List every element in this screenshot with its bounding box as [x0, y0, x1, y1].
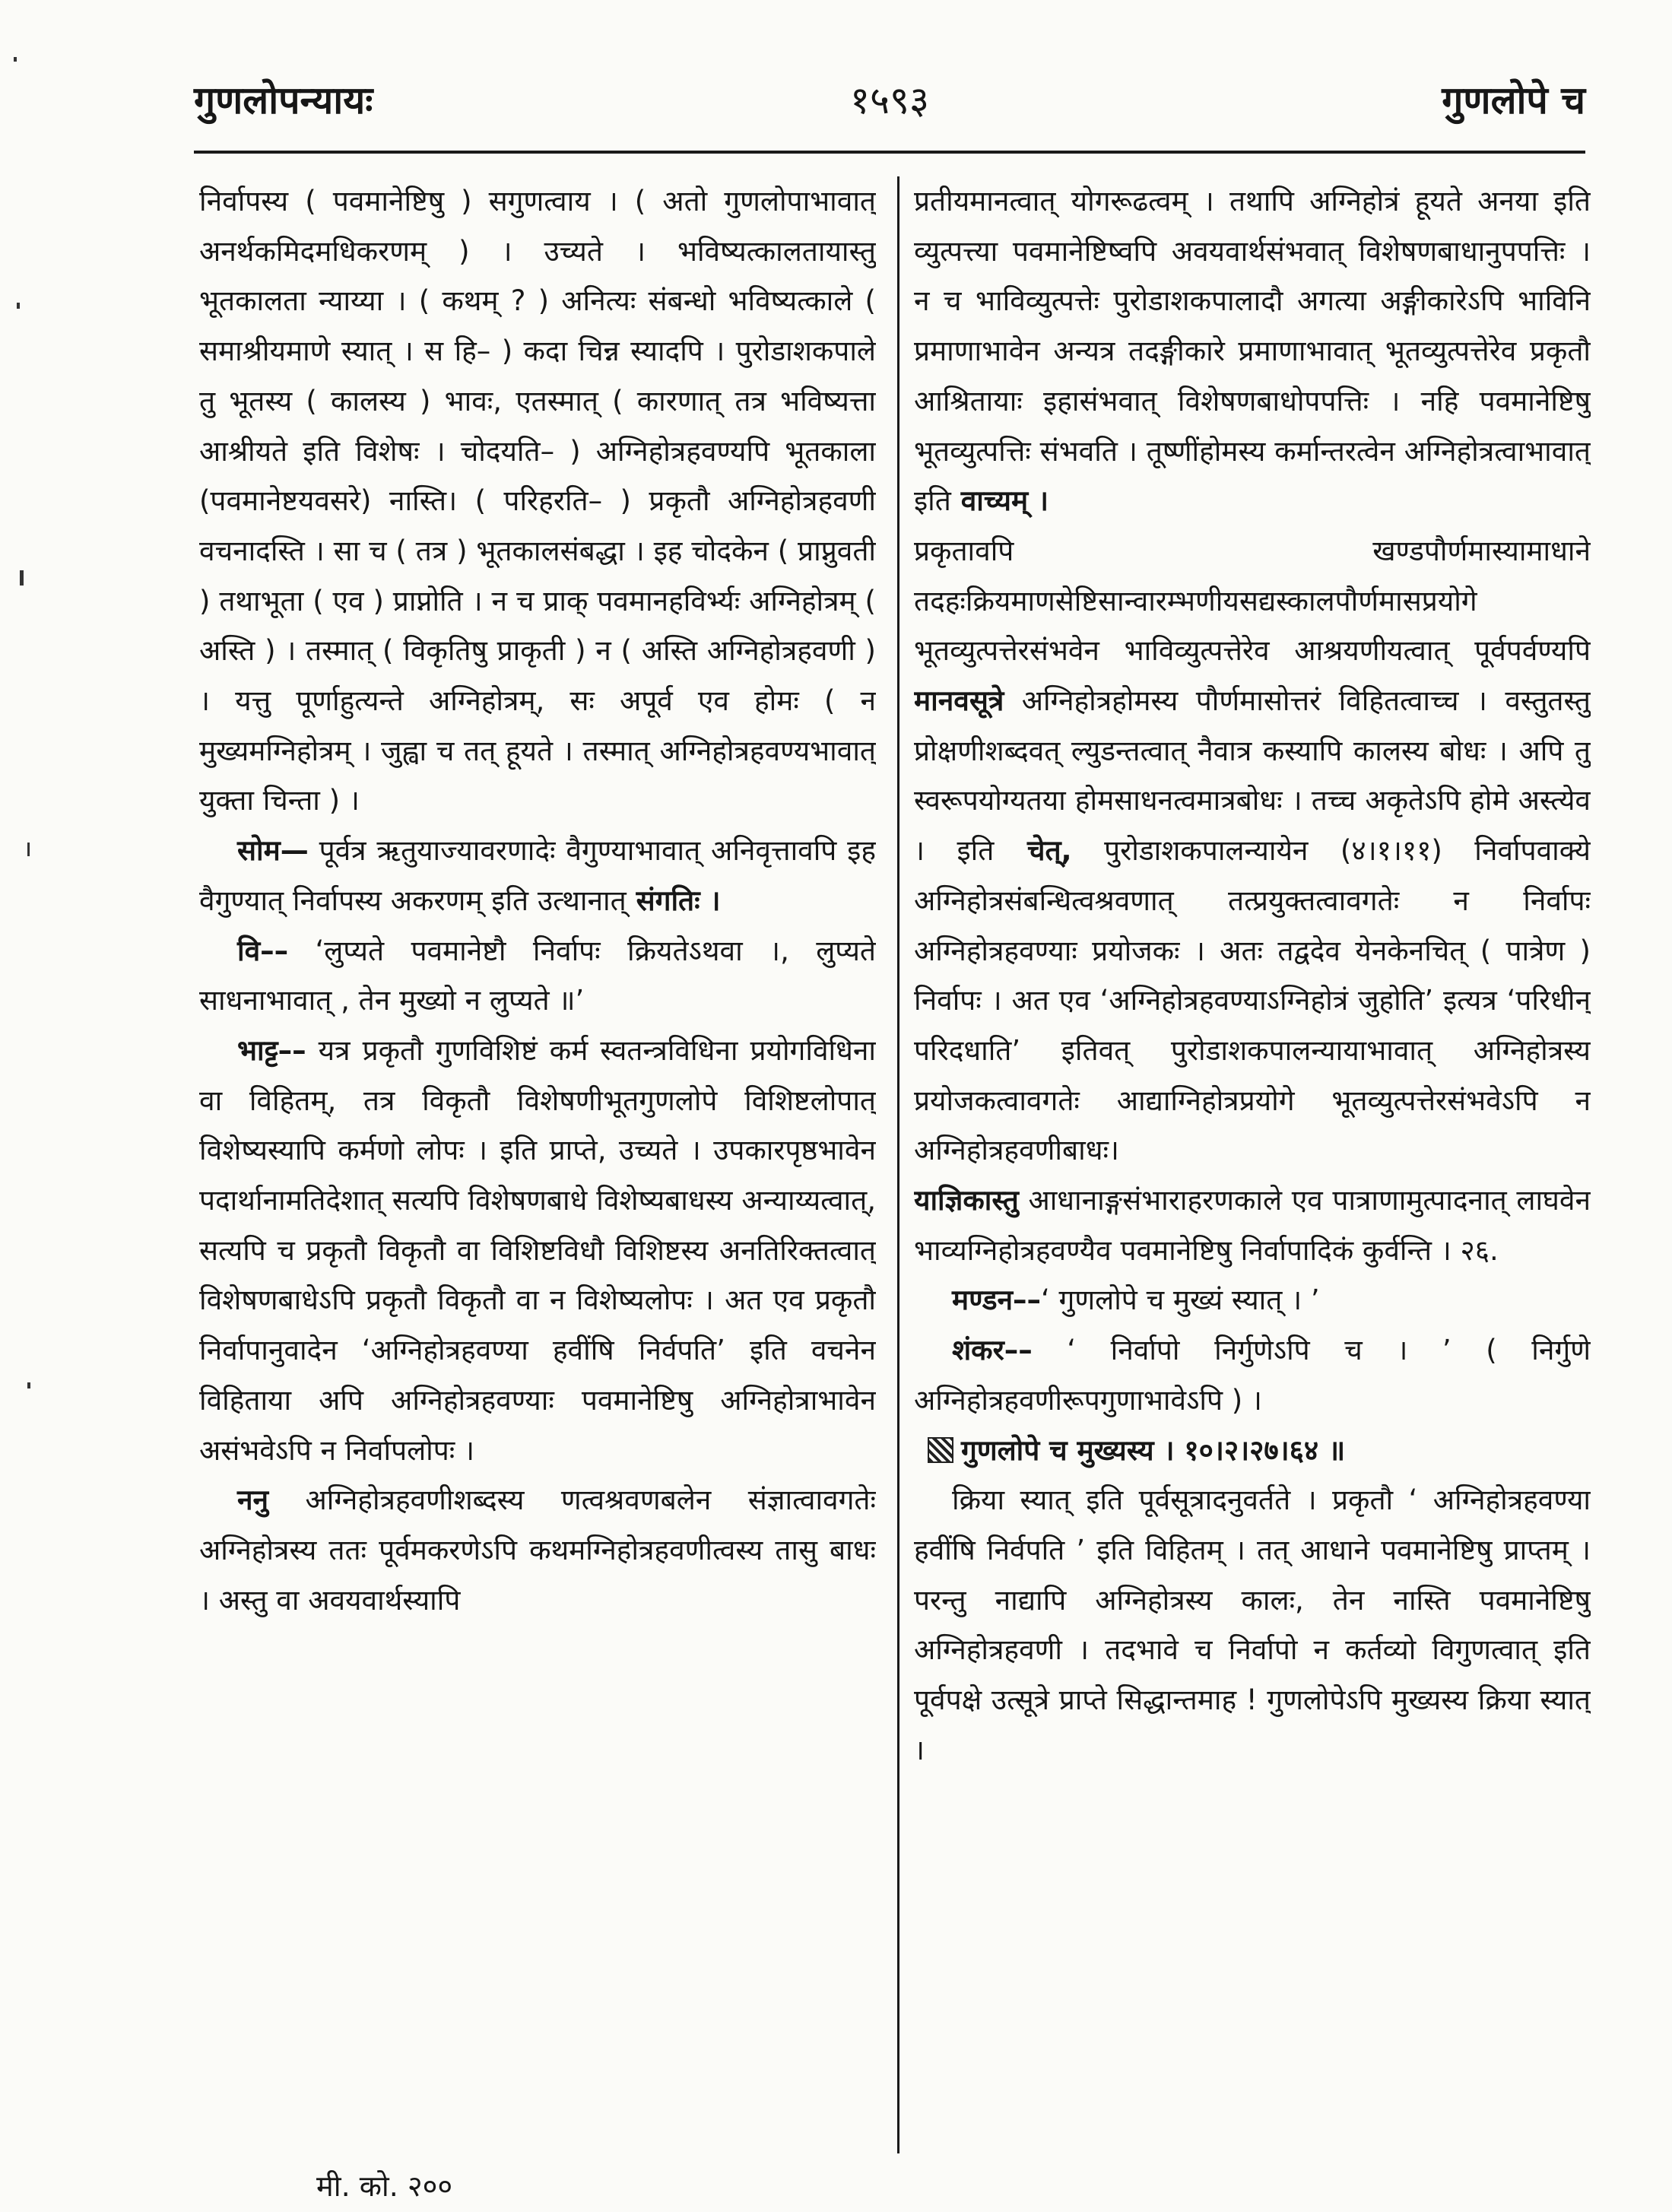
soma-paragraph: सोम— पूर्वत्र ऋतुयाज्यावरणादेः वैगुण्याभावात् अनिवृत्तावपि इह वैगुण्यात् निर्वापस्य अकरणम् इति उत्थानात् संगतिः । [199, 834, 876, 917]
mandana-label: मण्डन–– [952, 1284, 1042, 1317]
right-paragraph-1: प्रतीयमानत्वात् योगरूढत्वम् । तथापि अग्निहोत्रं हूयते अनया इति व्युत्पत्त्या पवमानेष्टिष्वपि अवयवार्थसंभवात् विशेषणबाधानुपपत्तिः । न च भाविव्युत्पत्तेः पुरोडाशकपालादौ अगत्या अङ्गीकारेऽपि भाविनि प्रमाणाभावेन अन्यत्र तदङ्गीकारे प्रमाणाभावात् भूतव्युत्पत्तेरेव प्रकृतौ आश्रितायाः इहासंभवात् विशेषणबाधोपपत्तिः । नहि पवमानेष्टिषु भूतव्युत्पत्तिः संभवति । तूष्णींहोमस्य कर्मान्तरत्वेन अग्निहोत्रत्वाभावात् इति वाच्यम् । [914, 185, 1591, 518]
vi-label: वि–– [237, 934, 289, 967]
vi-paragraph: वि–– ‘लुप्यते पवमानेष्टौ निर्वापः क्रियतेऽथवा ।, लुप्यते साधनाभावात् , तेन मुख्यो न लुप्यते ॥’ [199, 934, 876, 1017]
sutra-text: गुणलोपे च मुख्यस्य । १०।२।२७।६४ ॥ [961, 1433, 1346, 1467]
scan-mark-3 [20, 570, 24, 586]
running-title-left: गुणलोपन्यायः [194, 78, 373, 122]
shankara-label: शंकर–– [952, 1334, 1033, 1367]
left-paragraph-1: निर्वापस्य ( पवमानेष्टिषु ) सगुणत्वाय । ( अतो गुणलोपाभावात् अनर्थकमिदमधिकरणम् ) । उच्यते । भविष्यत्कालतायास्तु भूतकालता न्याय्या । ( कथम् ? ) अनित्यः संबन्धो भविष्यत्काले ( समाश्रीयमाणे स्यात् । स हि– ) कदा चिन्न स्यादपि । पुरोडाशकपाले तु भूतस्य ( कालस्य ) भावः, एतस्मात् ( कारणात् तत्र भविष्यत्ता आश्रीयते इति विशेषः । चोदयति– ) अग्निहोत्रहवण्यपि भूतकाला (पवमानेष्टयवसरे) नास्ति। ( परिहरति– ) प्रकृतौ अग्निहोत्रहवणी वचनादस्ति । सा च ( तत्र ) भूतकालसंबद्धा । इह चोदकेन ( प्राप्नुवती ) तथाभूता ( एव ) प्राप्नोति । न च प्राक् पवमानहविर्भ्यः अग्निहोत्रम् ( अस्ति ) । तस्मात् ( विकृतिषु प्राकृती ) न ( अस्ति अग्निहोत्रहवणी ) । यत्तु पूर्णाहुत्यन्ते अग्निहोत्रम्, सः अपूर्व एव होमः ( न मुख्यमग्निहोत्रम् । जुह्वा च तत् हूयते । तस्मात् अग्निहोत्रहवण्यभावात् युक्ता चिन्ता ) । [199, 185, 876, 817]
yajnika-paragraph: याज्ञिकास्तु आधानाङ्गसंभाराहरणकाले एव पात्राणामुत्पादनात् लाघवेन भाव्यग्निहोत्रहवण्यैव पवमानेष्टिषु निर्वापादिकं कुर्वन्ति । २६. [914, 1184, 1591, 1267]
page-header [194, 73, 1585, 134]
bhatta-label: भाट्ट–– [237, 1033, 306, 1067]
scan-mark-2 [17, 303, 20, 309]
footer-signature: मी. को. २०० [316, 2169, 453, 2203]
nanu-paragraph: ननु अग्निहोत्रहवणीशब्दस्य णत्वश्रवणबलेन संज्ञात्वावगतेः अग्निहोत्रस्य ततः पूर्वमकरणेऽपि कथमग्निहोत्रहवणीत्वस्य तासु बाधः । अस्तु वा अवयवार्थस्यापि [199, 1484, 876, 1617]
nanu-label: ननु [237, 1484, 269, 1517]
running-title-right: गुणलोपे च [1442, 78, 1585, 122]
yajnika-label: याज्ञिकास्तु [914, 1184, 1019, 1217]
right-column [914, 176, 1591, 2153]
page-number: १५९३ [850, 78, 929, 122]
header-rule [194, 151, 1585, 154]
scan-mark-5 [27, 1382, 30, 1388]
shankara-paragraph: शंकर–– ‘ निर्वापो निर्गुणेऽपि च । ’ ( निर्गुणे अग्निहोत्रहवणीरूपगुणाभावेऽपि ) । [914, 1334, 1591, 1417]
scan-mark-1 [14, 57, 17, 62]
bhatta-paragraph: भाट्ट–– यत्र प्रकृतौ गुणविशिष्टं कर्म स्वतन्त्रविधिना प्रयोगविधिना वा विहितम्, तत्र विकृतौ विशेषणीभूतगुणलोपे विशिष्टलोपात् विशेष्यस्यापि कर्मणो लोपः । इति प्राप्ते, उच्यते । उपकारपृष्ठभावेन पदार्थानामतिदेशात् सत्यपि विशेषणबाधे विशेष्यबाधस्य अन्याय्यत्वात्, सत्यपि च प्रकृतौ विकृतौ वा विशिष्टविधौ विशिष्टस्य अनतिरिक्तत्वात् विशेषणबाधेऽपि प्रकृतौ विकृतौ वा न विशेष्यलोपः । अत एव प्रकृतौ निर्वापानुवादेन ‘अग्निहोत्रहवण्या हवींषि निर्वपति’ इति वचनेन विहिताया अपि अग्निहोत्रहवण्याः पवमानेष्टिषु अग्निहोत्राभावेन असंभवेऽपि न निर्वापलोपः । [199, 1033, 876, 1467]
final-paragraph: क्रिया स्यात् इति पूर्वसूत्रादनुवर्तते । प्रकृतौ ‘ अग्निहोत्रहवण्या हवींषि निर्वपति ’ इति विहितम् । तत् आधाने पवमानेष्टिषु प्राप्तम् । परन्तु नाद्यापि अग्निहोत्रस्य कालः, तेन नास्ति पवमानेष्टिषु अग्निहोत्रहवणी । तदभावे च निर्वापो न कर्तव्यो विगुणत्वात् इति पूर्वपक्षे उत्सूत्रे प्राप्ते सिद्धान्तमाह ! गुणलोपेऽपि मुख्यस्य क्रिया स्यात् । [914, 1484, 1591, 1766]
scan-mark-4 [27, 843, 30, 856]
left-column [199, 176, 876, 2153]
soma-label: सोम— [237, 834, 309, 868]
boxed-sutra-icon [928, 1437, 953, 1463]
right-paragraph-2: प्रकृतावपि खण्डपौर्णमास्यामाधाने तदहःक्रियमाणसेष्टिसान्वारम्भणीयसद्यस्कालपौर्णमासप्रयोगे भूतव्युत्पत्तेरसंभवेन भाविव्युत्पत्तेरेव आश्रयणीयत्वात् पूर्वपर्वण्यपि मानवसूत्रे अग्निहोत्रहोमस्य पौर्णमासोत्तरं विहितत्वाच्च । वस्तुतस्तु प्रोक्षणीशब्दवत् ल्युडन्तत्वात् नैवात्र कस्यापि कालस्य बोधः । अपि तु स्वरूपयोग्यतया होमसाधनत्वमात्रबोधः । तच्च अकृतेऽपि होमे अस्त्येव । इति चेत्, पुरोडाशकपालन्यायेन (४।१।११) निर्वापवाक्ये अग्निहोत्रसंबन्धित्वश्रवणात् तत्प्रयुक्तत्वावगतेः न निर्वापः अग्निहोत्रहवण्याः प्रयोजकः । अतः तद्वदेव येनकेनचित् ( पात्रेण ) निर्वापः । अत एव ‘अग्निहोत्रहवण्याऽग्निहोत्रं जुहोति’ इत्यत्र ‘परिधीन् परिदधाति’ इतिवत् पुरोडाशकपालन्यायाभावात् अग्निहोत्रस्य प्रयोजकत्वावगतेः आद्याग्निहोत्रप्रयोगे भूतव्युत्पत्तेरसंभवेऽपि न अग्निहोत्रहवणीबाधः। [914, 534, 1591, 1167]
sutra-heading [914, 1426, 1591, 1476]
mandana-paragraph: मण्डन––‘ गुणलोपे च मुख्यं स्यात् । ’ [952, 1284, 1320, 1317]
column-divider [897, 176, 899, 2153]
